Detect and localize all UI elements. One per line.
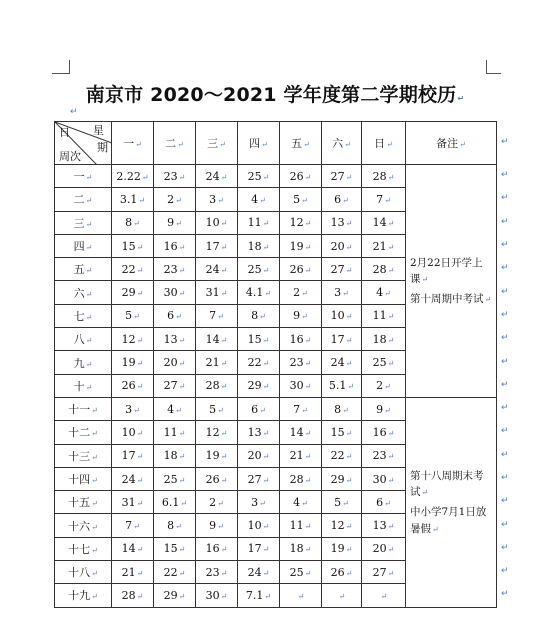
paragraph-mark: ↵ [501,426,509,437]
day-cell: 28↵ [196,374,238,397]
day-cell: ↵ [362,584,406,607]
day-cell: 28↵ [362,258,406,281]
day-cell: 23↵ [154,165,196,188]
day-cell: 3↵ [196,188,238,211]
week-label: 十八↵ [55,561,112,584]
header-corner-cell [55,122,112,165]
calendar-table [54,121,497,608]
day-cell: 9↵ [280,304,322,327]
week-label: 三↵ [55,211,112,234]
notes-cell [406,165,497,398]
day-cell: 4↵ [238,188,280,211]
note-line: 第十周期中考试↵ [410,293,492,306]
day-cell: 11↵ [238,211,280,234]
day-cell: 22↵ [238,351,280,374]
day-cell: 30↵ [196,584,238,607]
day-cell: ↵ [322,584,362,607]
day-cell: 2↵ [362,374,406,397]
day-cell: 4.1↵ [238,281,280,304]
day-cell: 19↵ [322,537,362,560]
day-cell: 29↵ [112,281,154,304]
day-cell: 15↵ [322,421,362,444]
day-cell: 14↵ [280,421,322,444]
paragraph-mark: ↵ [501,356,509,367]
day-cell: 18↵ [154,444,196,467]
day-cell: 7↵ [112,514,154,537]
day-cell: 21↵ [112,561,154,584]
day-cell: 13↵ [154,328,196,351]
note-line: 2月22日开学上课↵ [410,256,483,285]
day-cell: 8↵ [154,514,196,537]
notes-cell [406,397,497,607]
day-cell: 12↵ [322,514,362,537]
week-label: 七↵ [55,304,112,327]
day-cell: 24↵ [322,351,362,374]
day-cell: 29↵ [322,467,362,490]
day-cell: 19↵ [196,444,238,467]
day-cell: 28↵ [280,467,322,490]
day-cell: 7.1↵ [238,584,280,607]
week-label: 一↵ [55,165,112,188]
day-cell: 28↵ [112,584,154,607]
day-cell: 27↵ [154,374,196,397]
week-label: 四↵ [55,234,112,257]
paragraph-mark: ↵ [501,403,509,414]
day-cell: 16↵ [280,328,322,351]
corner-label-weekday: 星 [93,124,104,137]
week-label: 十七↵ [55,537,112,560]
paragraph-mark: ↵ [501,333,509,344]
day-cell: 25↵ [238,258,280,281]
day-cell: 9↵ [362,397,406,420]
day-cell: 16↵ [362,421,406,444]
day-cell: 2↵ [154,188,196,211]
week-label: 二↵ [55,188,112,211]
day-cell: 25↵ [238,165,280,188]
day-cell: 17↵ [196,234,238,257]
day-cell: 2↵ [196,491,238,514]
day-cell: 31↵ [112,491,154,514]
week-label: 十三↵ [55,444,112,467]
day-cell: 4↵ [362,281,406,304]
paragraph-mark: ↵ [501,449,509,460]
week-label: 十六↵ [55,514,112,537]
day-cell: 27↵ [322,258,362,281]
day-cell: 5.1↵ [322,374,362,397]
day-cell: 16↵ [196,537,238,560]
paragraph-mark: ↵ [501,542,509,553]
header-row [55,122,497,165]
day-cell: 20↵ [154,351,196,374]
day-cell: 27↵ [322,165,362,188]
week-label: 十四↵ [55,467,112,490]
week-label: 十九↵ [55,584,112,607]
day-cell: 18↵ [362,328,406,351]
day-cell: 5↵ [280,188,322,211]
day-cell: 17↵ [112,444,154,467]
day-cell: 24↵ [196,165,238,188]
day-cell: 30↵ [362,467,406,490]
week-label: 八↵ [55,328,112,351]
paragraph-mark: ↵ [501,589,509,600]
paragraph-mark: ↵ [501,286,509,297]
header-day: 三↵ [196,122,238,165]
day-cell: 5↵ [322,491,362,514]
header-day: 四↵ [238,122,280,165]
header-day: 二↵ [154,122,196,165]
day-cell: 25↵ [362,351,406,374]
day-cell: 13↵ [322,211,362,234]
corner-label-week: 周次 [59,150,81,163]
day-cell: 8↵ [322,397,362,420]
day-cell: 7↵ [280,397,322,420]
week-row [55,397,497,420]
day-cell: 20↵ [362,537,406,560]
day-cell: 14↵ [362,211,406,234]
day-cell: 15↵ [238,328,280,351]
day-cell: 4↵ [280,491,322,514]
day-cell: 22↵ [322,444,362,467]
day-cell: 26↵ [112,374,154,397]
day-cell: 19↵ [112,351,154,374]
note-line: 中小学7月1日放暑假↵ [410,506,487,535]
day-cell: 26↵ [280,165,322,188]
day-cell: 6↵ [322,188,362,211]
paragraph-mark: ↵ [501,137,509,147]
day-cell: 20↵ [238,444,280,467]
day-cell: 10↵ [322,304,362,327]
day-cell: 10↵ [238,514,280,537]
day-cell: 25↵ [280,561,322,584]
note-line: 第十八周期末考试↵ [410,469,484,499]
day-cell: 14↵ [112,537,154,560]
day-cell: 2.22↵ [112,165,154,188]
day-cell: 2↵ [280,281,322,304]
day-cell: 18↵ [238,234,280,257]
header-notes: 备注↵ [406,122,497,165]
day-cell: 15↵ [112,234,154,257]
crop-mark-top-left [52,60,70,74]
day-cell: 31↵ [196,281,238,304]
paragraph-mark: ↵ [501,263,509,274]
day-cell: 21↵ [280,444,322,467]
day-cell: 14↵ [196,328,238,351]
paragraph-mark: ↵ [501,566,509,577]
day-cell: 24↵ [238,561,280,584]
page-title: 南京市 2020～2021 学年度第二学期校历↵ [85,84,465,106]
week-label: 六↵ [55,281,112,304]
day-cell: 8↵ [238,304,280,327]
day-cell: 3.1↵ [112,188,154,211]
corner-label-day: 日 [59,126,70,139]
day-cell: 25↵ [154,467,196,490]
day-cell: 3↵ [238,491,280,514]
paragraph-mark: ↵ [501,496,509,507]
day-cell: 6↵ [238,397,280,420]
day-cell: 11↵ [362,304,406,327]
day-cell: 20↵ [322,234,362,257]
day-cell: 22↵ [154,561,196,584]
day-cell: 28↵ [362,165,406,188]
day-cell: 23↵ [154,258,196,281]
paragraph-mark: ↵ [501,170,509,181]
day-cell: 5↵ [112,304,154,327]
week-label: 十二↵ [55,421,112,444]
header-day: 六↵ [322,122,362,165]
paragraph-mark: ↵ [457,94,465,103]
day-cell: 13↵ [238,421,280,444]
paragraph-mark: ↵ [70,107,78,117]
day-cell: 21↵ [362,234,406,257]
day-cell: 10↵ [112,421,154,444]
paragraph-mark: ↵ [501,379,509,390]
day-cell: 15↵ [154,537,196,560]
day-cell: 11↵ [154,421,196,444]
day-cell: 5↵ [196,397,238,420]
day-cell: 26↵ [322,561,362,584]
day-cell: 3↵ [322,281,362,304]
day-cell: 8↵ [112,211,154,234]
day-cell: 26↵ [280,258,322,281]
day-cell: 17↵ [322,328,362,351]
week-label: 五↵ [55,258,112,281]
week-label: 九↵ [55,351,112,374]
day-cell: 22↵ [112,258,154,281]
day-cell: 30↵ [154,281,196,304]
week-label: 十↵ [55,374,112,397]
day-cell: 11↵ [280,514,322,537]
day-cell: 12↵ [196,421,238,444]
day-cell: 23↵ [280,351,322,374]
calendar-body [55,165,497,608]
day-cell: 18↵ [280,537,322,560]
corner-label-period: 期 [97,141,108,154]
day-cell: 6↵ [362,491,406,514]
day-cell: 23↵ [362,444,406,467]
paragraph-mark: ↵ [501,216,509,227]
day-cell: 21↵ [196,351,238,374]
day-cell: 10↵ [196,211,238,234]
day-cell: 6↵ [154,304,196,327]
day-cell: 23↵ [196,561,238,584]
day-cell: 13↵ [362,514,406,537]
day-cell: 4↵ [154,397,196,420]
header-day: 五↵ [280,122,322,165]
day-cell: 7↵ [362,188,406,211]
paragraph-mark: ↵ [501,193,509,204]
day-cell: 29↵ [238,374,280,397]
day-cell: 17↵ [238,537,280,560]
day-cell: 12↵ [112,328,154,351]
day-cell: 27↵ [238,467,280,490]
day-cell: 29↵ [154,584,196,607]
day-cell: 9↵ [196,514,238,537]
header-day: 日↵ [362,122,406,165]
day-cell: 19↵ [280,234,322,257]
paragraph-mark: ↵ [501,473,509,483]
week-label: 十五↵ [55,491,112,514]
week-label: 十一↵ [55,397,112,420]
paragraph-mark: ↵ [501,240,509,251]
day-cell: 24↵ [112,467,154,490]
day-cell: 6.1↵ [154,491,196,514]
day-cell: 27↵ [362,561,406,584]
crop-mark-top-right [486,60,501,74]
header-day: 一↵ [112,122,154,165]
paragraph-mark: ↵ [501,309,509,320]
day-cell: 24↵ [196,258,238,281]
day-cell: ↵ [280,584,322,607]
day-cell: 12↵ [280,211,322,234]
day-cell: 9↵ [154,211,196,234]
day-cell: 3↵ [112,397,154,420]
day-cell: 16↵ [154,234,196,257]
day-cell: 26↵ [196,467,238,490]
day-cell: 30↵ [280,374,322,397]
paragraph-mark: ↵ [501,519,509,530]
day-cell: 7↵ [196,304,238,327]
week-row [55,165,497,188]
